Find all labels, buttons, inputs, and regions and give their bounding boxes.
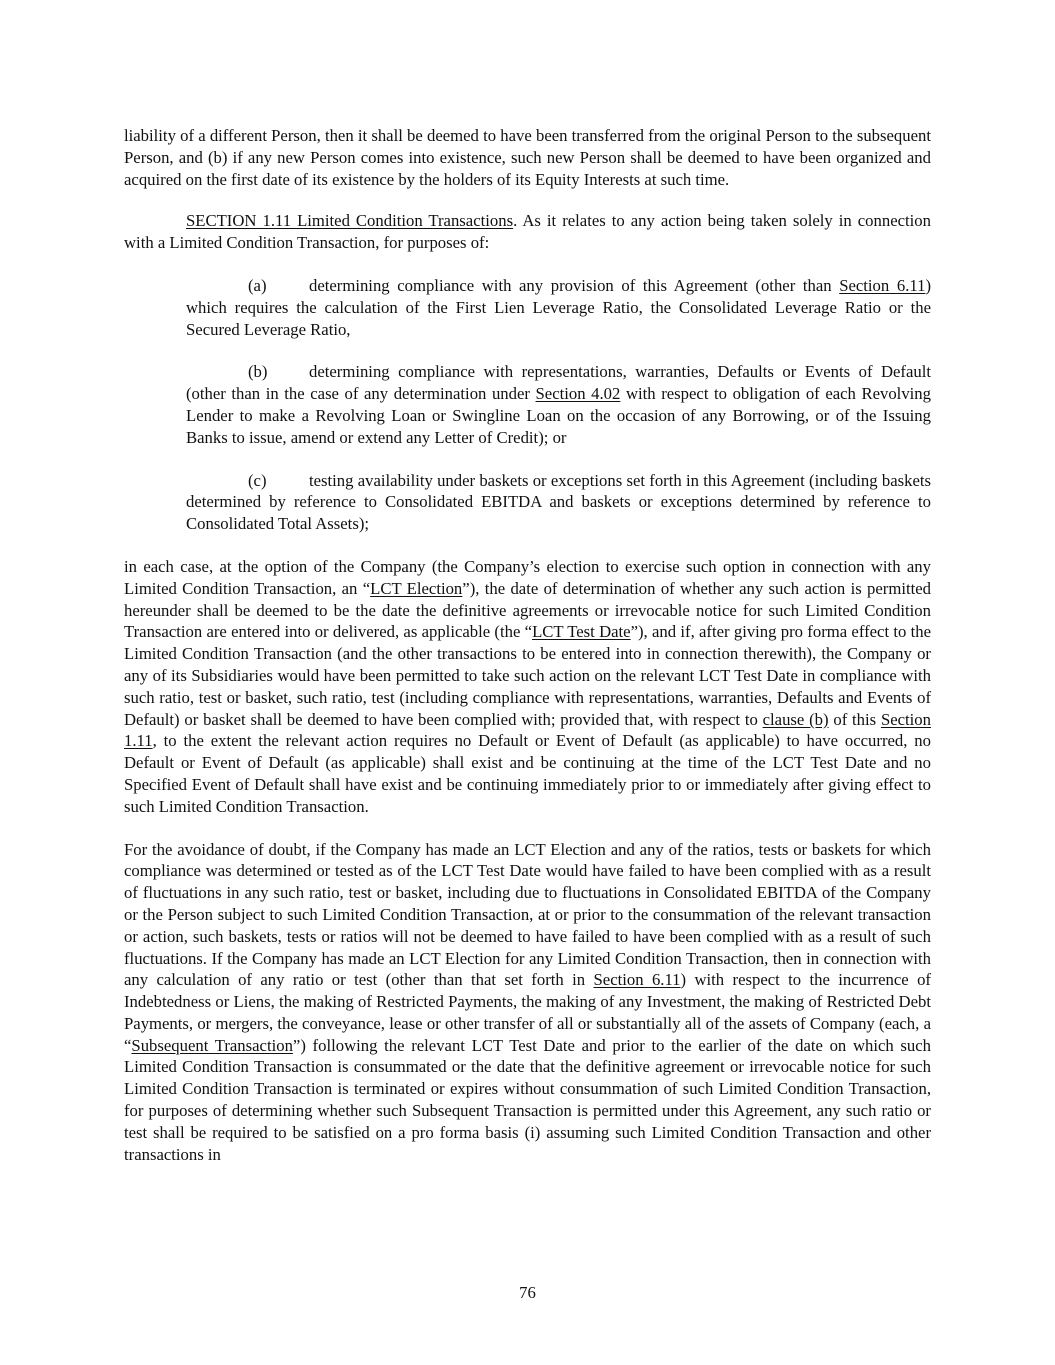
subsequent-transaction-term: Subsequent Transaction [131, 1035, 293, 1055]
section-1-11-paragraph [124, 210, 931, 254]
avoidance-of-doubt-paragraph: For the avoidance of doubt, if the Company has made an LCT Election and any of the ratios, tests or baskets for which compliance was determined or tested as of the LCT Test Date would have failed to have been complied with as a result of fluctuations in any such ratio, test or basket, including due to fluctuations in Consolidated EBITDA of the Company or the Person subject to such Limited Condition Transaction, at or prior to the consummation of the relevant transaction or action, such baskets, tests or ratios will not be deemed to have failed to have been complied with as a result of such fluctuations. If the Company has made an LCT Election for any Limited Condition Transaction, then in connection with any calculation of any ratio or test (other than that set forth in Section 6.11) with respect to the incurrence of Indebtedness or Liens, the making of Restricted Payments, the making of any Investment, the making of Restricted Debt Payments, or mergers, the conveyance, lease or other transfer of all or substantially all of the assets of Company (each, a “Subsequent Transaction”) following the relevant LCT Test Date and prior to the earlier of the date on which such Limited Condition Transaction is consummated or the date that the definitive agreement or irrevocable notice for such Limited Condition Transaction is terminated or expires without consummation of such Limited Condition Transaction, for purposes of determining whether such Subsequent Transaction is permitted under this Agreement, any such ratio or test shall be required to be satisfied on a pro forma basis (i) assuming such Limited Condition Transaction and other transactions in [124, 839, 931, 1164]
section-6-11-reference: Section 6.11 [839, 275, 926, 295]
clause-b-label: (b) [248, 362, 268, 382]
clause-c-label: (c) [248, 470, 267, 490]
section-intro-text: . As it relates to any action being taken solely in connection with a Limited Condition Transaction, for purposes of: [124, 211, 931, 253]
clause-b: (b) determining compliance with representations, warranties, Defaults or Events of Default (other than in the case of any determination under Section 4.02 with respect to obligation of each Revolving Lender to make a Revolving Loan or Swingline Loan on the occasion of any Borrowing, or of the Issuing Banks to issue, amend or extend any Letter of Credit); or [186, 362, 931, 447]
section-4-02-reference: Section 4.02 [535, 384, 621, 404]
clause-b-reference: clause (b) [762, 709, 829, 729]
clause-a: (a) determining compliance with any provision of this Agreement (other than Section 6.11) which requires the calculation of the First Lien Leverage Ratio, the Consolidated Leverage Ratio or the Secured Leverage Ratio, [186, 275, 931, 339]
intro-paragraph: liability of a different Person, then it shall be deemed to have been transferred from the original Person to the subsequent Person, and (b) if any new Person comes into existence, such new Person shall be deemed to have been organized and acquired on the first date of its existence by the holders of its Equity Interests at such time. [124, 126, 931, 189]
clause-a-label: (a) [248, 275, 267, 295]
document-page [124, 125, 931, 1165]
section-heading: SECTION 1.11 Limited Condition Transactions [186, 211, 514, 231]
section-1-11-reference: Section 1.11 [124, 709, 931, 751]
page-number: 76 [519, 1283, 536, 1302]
lct-test-date-term: LCT Test Date [532, 622, 631, 642]
lct-election-term: LCT Election [370, 578, 463, 598]
section-6-11-reference-2: Section 6.11 [593, 970, 681, 990]
clause-c: (c) testing availability under baskets or exceptions set forth in this Agreement (including baskets determined by reference to Consolidated EBITDA and baskets or exceptions determined by reference to Consolidated Total Assets); [186, 470, 931, 534]
each-case-paragraph: in each case, at the option of the Company (the Company’s election to exercise such option in connection with any Limited Condition Transaction, an “LCT Election”), the date of determination of whether any such action is permitted hereunder shall be deemed to be the date the definitive agreements or irrevocable notice for such Limited Condition Transaction are entered into or delivered, as applicable (the “LCT Test Date”), and if, after giving pro forma effect to the Limited Condition Transaction (and the other transactions to be entered into in connection therewith), the Company or any of its Subsidiaries would have been permitted to take such action on the relevant LCT Test Date in compliance with such ratio, test or basket, such ratio, test (including compliance with representations, warranties, Defaults and Events of Default) or basket shall be deemed to have been complied with; provided that, with respect to clause (b) of this Section 1.11, to the extent the relevant action requires no Default or Event of Default (as applicable) to have occurred, no Default or Event of Default (as applicable) shall exist and be continuing at the time of the LCT Test Date and no Specified Event of Default shall have exist and be continuing immediately prior to or immediately after giving effect to such Limited Condition Transaction. [124, 556, 931, 816]
